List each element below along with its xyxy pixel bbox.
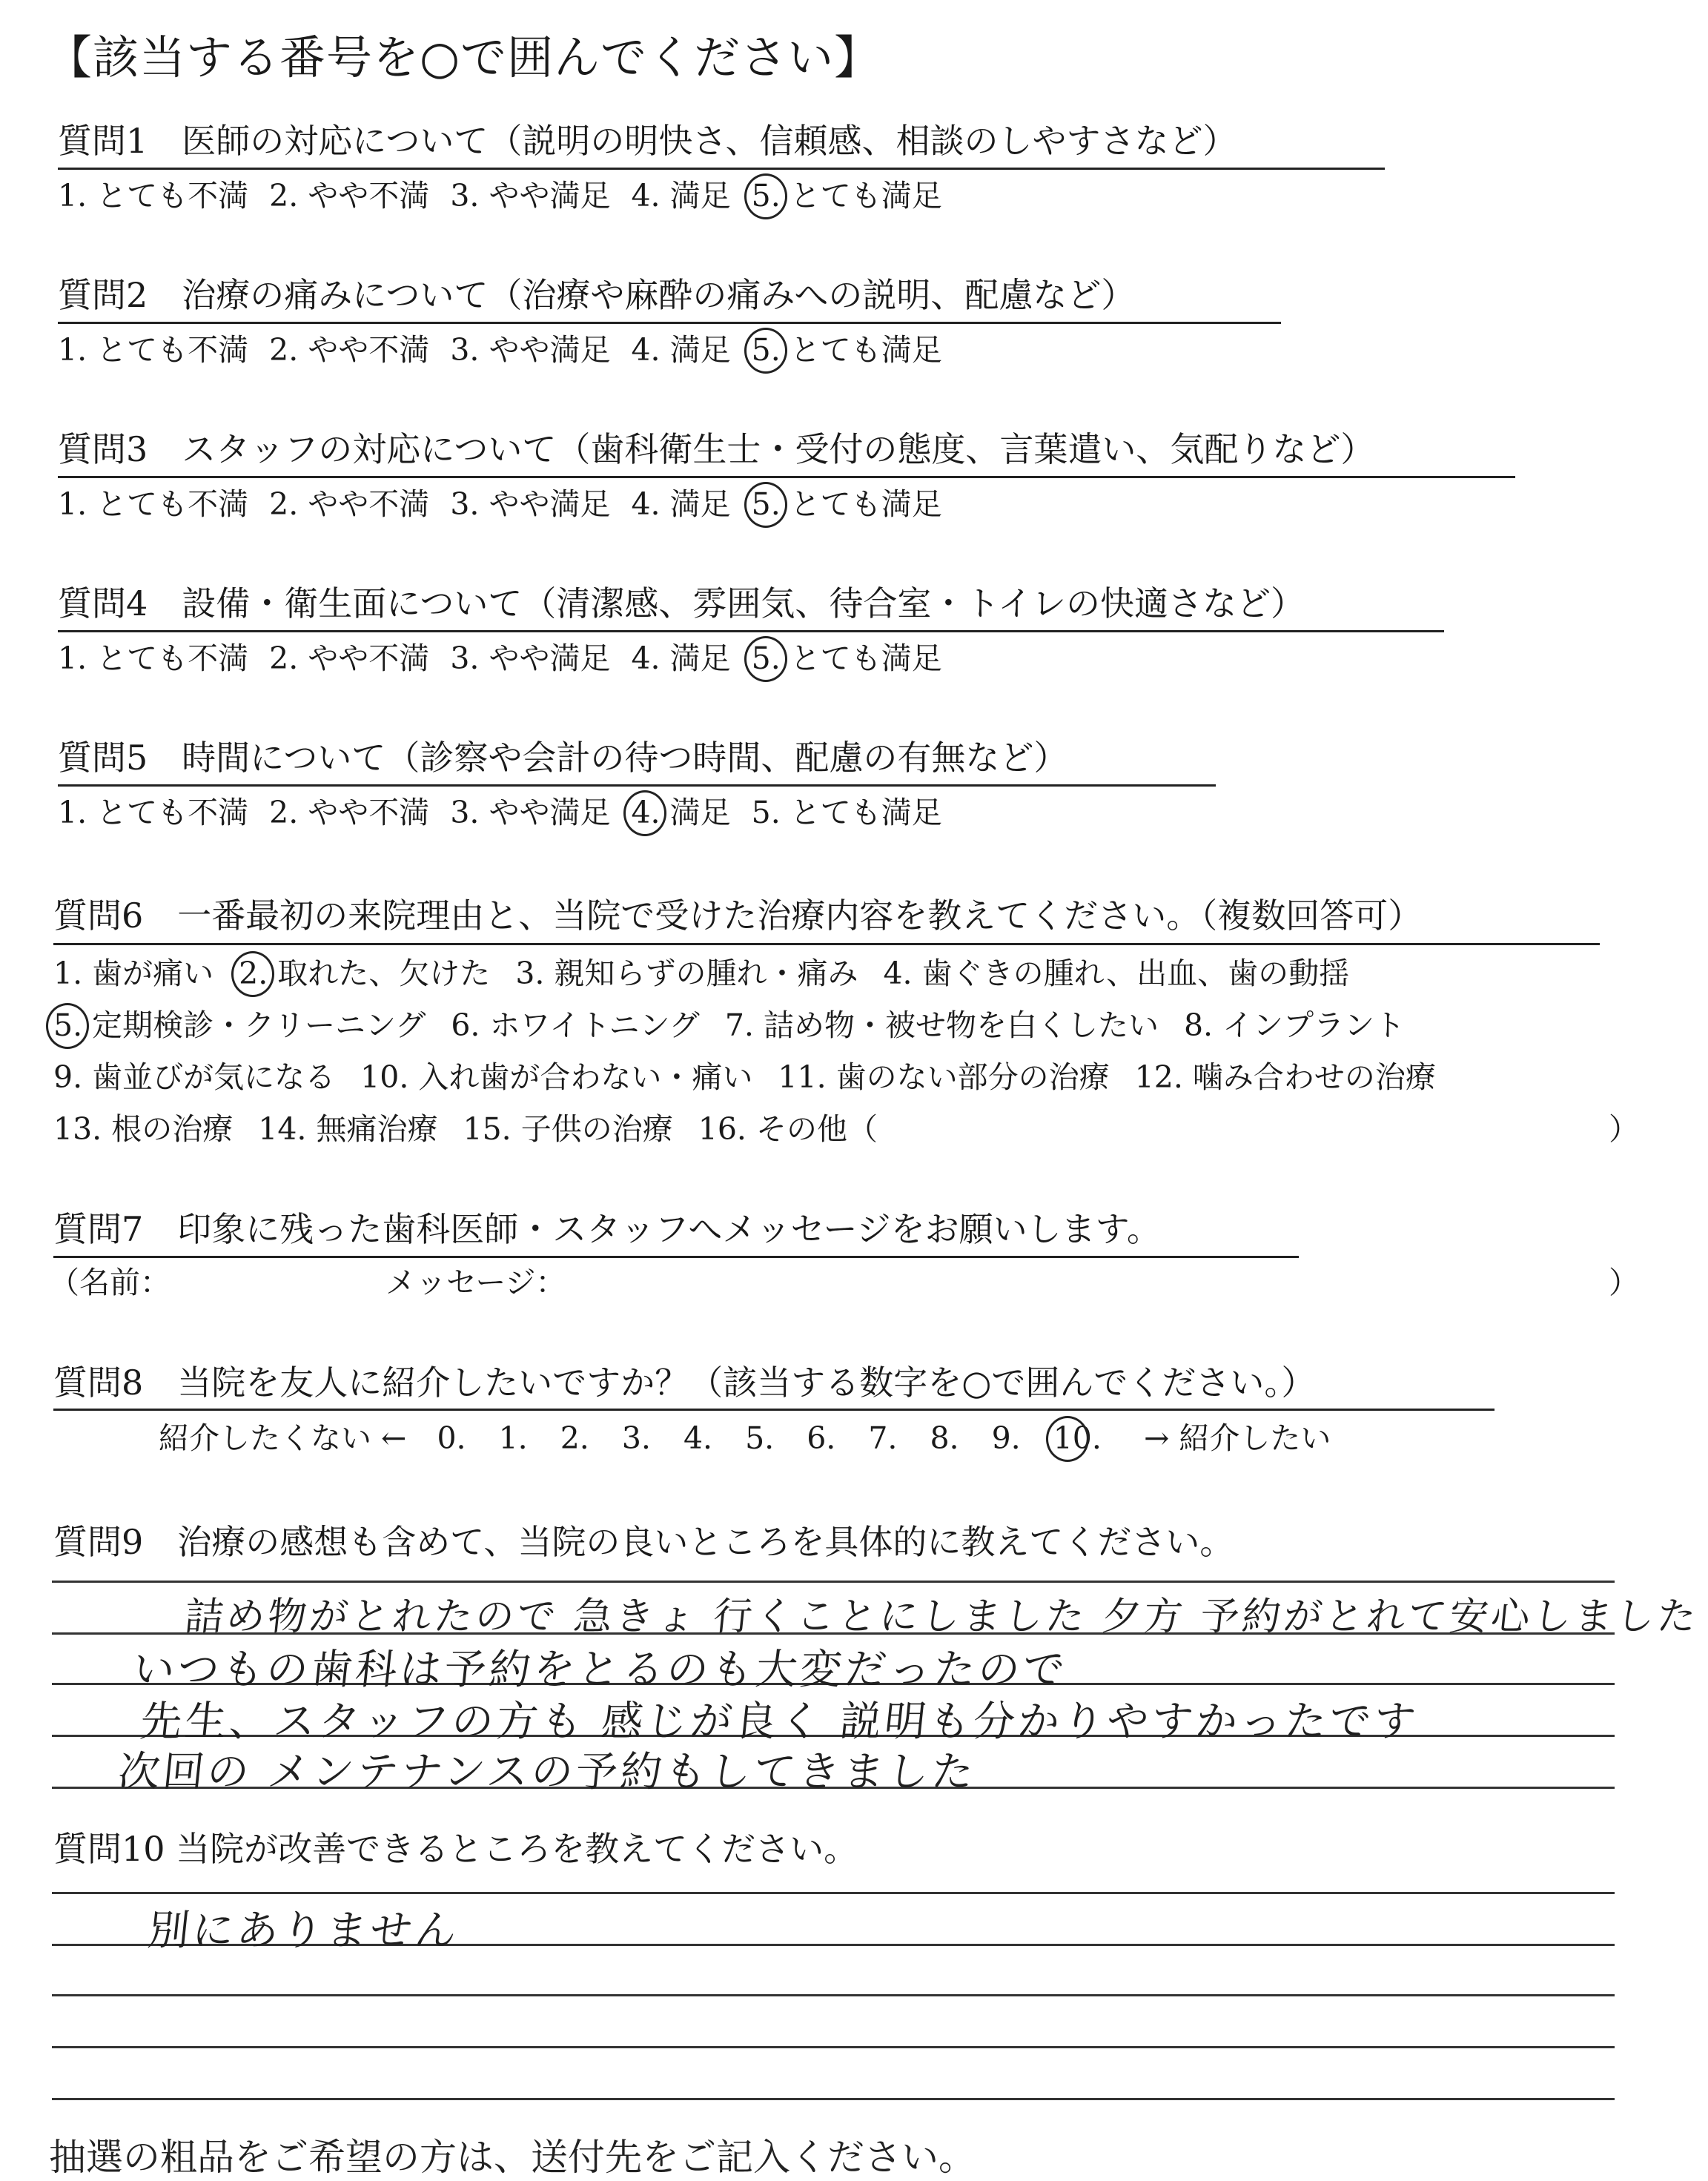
scale-label: 10. <box>1053 1420 1102 1456</box>
option-label: 16. その他（ <box>698 1111 878 1147</box>
q1-option-5[interactable] <box>752 175 942 216</box>
q5-option-1[interactable] <box>58 792 248 833</box>
option-label: 11. 歯のない部分の治療 <box>778 1059 1110 1095</box>
q9-heading: 質問9 治療の感想も含めて、当院の良いところを具体的に教えてください。 <box>53 1522 1234 1562</box>
q4-option-2[interactable] <box>269 638 429 679</box>
scale-label: 2. <box>560 1420 589 1456</box>
q4-option-5[interactable] <box>752 638 942 679</box>
hand-drawn-circle-mark <box>744 482 787 528</box>
q8-scale <box>159 1417 1351 1459</box>
q4-option-4[interactable] <box>631 638 730 679</box>
option-label: 4. 満足 <box>631 178 731 214</box>
option-label: 4. 満足 <box>631 795 731 830</box>
q5-option-5[interactable] <box>752 792 942 833</box>
option-label: 7. 詰め物・被せ物を白くしたい <box>724 1007 1159 1043</box>
option-label: 4. 満足 <box>631 486 731 522</box>
q6-option[interactable] <box>53 1005 426 1046</box>
q3-option-1[interactable] <box>58 483 248 525</box>
hand-drawn-circle-mark <box>744 328 787 374</box>
scale-label: 8. <box>930 1420 959 1456</box>
q6-option-row-1 <box>53 953 1374 994</box>
q5-option-3[interactable] <box>450 792 610 833</box>
q6-close-paren: ） <box>1609 1111 1639 1147</box>
q3-option-4[interactable] <box>631 483 730 525</box>
scale-label: 4. <box>683 1420 713 1456</box>
option-label: 5. とても満足 <box>751 332 942 368</box>
q3-option-3[interactable] <box>450 483 610 525</box>
hand-drawn-circle-mark <box>231 951 274 997</box>
q8-heading: 質問8 当院を友人に紹介したいですか？（該当する数字を○で囲んでください。） <box>53 1363 1316 1403</box>
hand-drawn-circle-mark <box>46 1003 89 1049</box>
q5-options <box>58 792 963 833</box>
scale-label: 3. <box>621 1420 651 1456</box>
q6-option[interactable] <box>1135 1056 1436 1098</box>
q6-option[interactable] <box>53 1108 233 1150</box>
q6-option[interactable] <box>239 953 490 994</box>
q6-option-row-3 <box>53 1056 1461 1098</box>
q8-scale-value[interactable] <box>992 1417 1021 1459</box>
q2-option-4[interactable] <box>631 329 730 371</box>
q6-option[interactable] <box>778 1056 1109 1098</box>
q4-underline <box>58 630 1444 632</box>
option-label: 3. やや満足 <box>450 178 611 214</box>
q3-options <box>58 483 963 525</box>
option-label: 9. 歯並びが気になる <box>53 1059 336 1095</box>
q6-option[interactable] <box>451 1005 699 1046</box>
footer-cut-text: 抽選の粗品をご希望の方は、送付先をご記入ください。 <box>49 2136 976 2179</box>
option-label: 14. 無痛治療 <box>258 1111 438 1147</box>
option-label: 13. 根の治療 <box>53 1111 234 1147</box>
q6-option[interactable] <box>53 953 214 994</box>
q10-line-5 <box>52 2098 1615 2100</box>
option-label: 6. ホワイトニング <box>451 1007 700 1043</box>
q10-line-1 <box>52 1892 1615 1894</box>
scale-label: 6. <box>807 1420 836 1456</box>
q8-scale-value[interactable] <box>499 1417 528 1459</box>
q7-name-label: （名前： <box>49 1265 171 1300</box>
q6-underline <box>53 943 1600 945</box>
scale-label: 1. <box>498 1420 528 1456</box>
option-label: 1. とても不満 <box>58 178 249 214</box>
q2-option-3[interactable] <box>450 329 610 371</box>
q10-answer-line-1: 別にありません <box>145 1907 462 1955</box>
q1-option-2[interactable] <box>269 175 429 216</box>
q10-line-3 <box>52 1994 1615 1996</box>
option-label: 8. インプラント <box>1183 1007 1406 1043</box>
q6-option[interactable] <box>515 953 858 994</box>
hand-drawn-circle-mark <box>1046 1416 1089 1462</box>
q3-option-5[interactable] <box>752 483 942 525</box>
q9-line-1 <box>52 1581 1615 1583</box>
q5-option-2[interactable] <box>269 792 429 833</box>
q6-option[interactable] <box>698 1108 878 1150</box>
q5-heading: 質問5 時間について（診察や会計の待つ時間、配慮の有無など） <box>58 738 1068 778</box>
q7-heading: 質問7 印象に残った歯科医師・スタッフへメッセージをお願いします。 <box>53 1209 1161 1249</box>
q6-option[interactable] <box>463 1108 673 1150</box>
option-label: 5. 定期検診・クリーニング <box>53 1007 426 1043</box>
q6-option-row-2 <box>53 1005 1430 1046</box>
q6-option[interactable] <box>258 1108 437 1150</box>
q10-line-4 <box>52 2046 1615 2048</box>
q3-option-2[interactable] <box>269 483 429 525</box>
q8-scale-value[interactable] <box>745 1417 774 1459</box>
option-label: 1. 歯が痛い <box>53 956 214 991</box>
option-label: 1. とても不満 <box>58 641 249 676</box>
option-label: 3. やや満足 <box>450 641 611 676</box>
q6-option[interactable] <box>725 1005 1159 1046</box>
option-label: 1. とても不満 <box>58 486 249 522</box>
q6-option[interactable] <box>360 1056 752 1098</box>
q4-heading: 質問4 設備・衛生面について（清潔感、雰囲気、待合室・トイレの快適さなど） <box>58 583 1305 623</box>
q10-heading: 質問10 当院が改善できるところを教えてください。 <box>53 1829 858 1869</box>
q4-options <box>58 638 963 679</box>
option-label: 5. とても満足 <box>751 795 942 830</box>
q8-underline <box>53 1409 1494 1411</box>
q6-heading: 質問6 一番最初の来院理由と、当院で受けた治療内容を教えてください。（複数回答可） <box>53 896 1423 936</box>
q8-scale-value[interactable] <box>868 1417 897 1459</box>
option-label: 3. 親知らずの腫れ・痛み <box>515 956 858 991</box>
option-label: 4. 満足 <box>631 332 731 368</box>
hand-drawn-circle-mark <box>744 636 787 682</box>
q2-option-5[interactable] <box>752 329 942 371</box>
option-label: 5. とても満足 <box>751 486 942 522</box>
q6-option[interactable] <box>53 1056 335 1098</box>
q6-option[interactable] <box>883 953 1349 994</box>
q5-option-4[interactable] <box>631 792 730 833</box>
q2-option-1[interactable] <box>58 329 248 371</box>
option-label: 2. やや不満 <box>269 486 430 522</box>
option-label: 4. 満足 <box>631 641 731 676</box>
q1-heading: 質問1 医師の対応について（説明の明快さ、信頼感、相談のしやすさなど） <box>58 121 1237 161</box>
option-label: 3. やや満足 <box>450 795 611 830</box>
q9-answer-line-4: 次回の メンテナンスの予約もしてきました <box>116 1748 979 1796</box>
q7-close-paren: ） <box>1609 1265 1639 1300</box>
option-label: 15. 子供の治療 <box>463 1111 673 1147</box>
q8-scale-value[interactable] <box>560 1417 589 1459</box>
q3-underline <box>58 476 1515 478</box>
option-label: 1. とても不満 <box>58 332 249 368</box>
scale-label: 7. <box>868 1420 898 1456</box>
page-title: 【該当する番号を○で囲んでください】 <box>46 30 881 85</box>
q2-option-2[interactable] <box>269 329 429 371</box>
option-label: 2. やや不満 <box>269 641 430 676</box>
q4-option-3[interactable] <box>450 638 610 679</box>
q8-scale-value[interactable] <box>1053 1417 1102 1459</box>
option-label: 2. やや不満 <box>269 178 430 214</box>
option-label: 3. やや満足 <box>450 332 611 368</box>
q6-option[interactable] <box>1184 1005 1405 1046</box>
q8-left-label: 紹介したくない ← <box>159 1420 407 1456</box>
q7-underline <box>53 1256 1299 1258</box>
q2-heading: 質問2 治療の痛みについて（治療や麻酔の痛みへの説明、配慮など） <box>58 275 1136 315</box>
q1-options <box>58 175 963 216</box>
option-label: 2. やや不満 <box>269 795 430 830</box>
q8-scale-values <box>437 1420 1133 1456</box>
q8-scale-value[interactable] <box>683 1417 712 1459</box>
option-label: 12. 噛み合わせの治療 <box>1134 1059 1436 1095</box>
q1-option-4[interactable] <box>631 175 730 216</box>
option-label: 10. 入れ歯が合わない・痛い <box>360 1059 753 1095</box>
scale-label: 0. <box>437 1420 466 1456</box>
q1-option-1[interactable] <box>58 175 248 216</box>
q1-option-3[interactable] <box>450 175 610 216</box>
q9-answer-line-2: いつもの歯科は予約をとるのも大変だったので <box>130 1646 1070 1694</box>
q8-scale-value[interactable] <box>807 1417 835 1459</box>
q8-scale-value[interactable] <box>622 1417 651 1459</box>
option-label: 4. 歯ぐきの腫れ、出血、歯の動揺 <box>883 956 1350 991</box>
option-label: 2. 取れた、欠けた <box>239 956 491 991</box>
q8-scale-value[interactable] <box>437 1417 466 1459</box>
q1-underline <box>58 168 1385 170</box>
hand-drawn-circle-mark <box>744 173 787 219</box>
option-label: 2. やや不満 <box>269 332 430 368</box>
q8-right-label: → 紹介したい <box>1143 1420 1331 1456</box>
q8-scale-value[interactable] <box>930 1417 959 1459</box>
q4-option-1[interactable] <box>58 638 248 679</box>
q9-answer-line-3: 先生、スタッフの方も 感じが良く 説明も分かりやすかったです <box>138 1698 1421 1746</box>
option-label: 5. とても満足 <box>751 641 942 676</box>
q2-options <box>58 329 963 371</box>
option-label: 5. とても満足 <box>751 178 942 214</box>
q6-option-row-4 <box>53 1108 903 1150</box>
option-label: 3. やや満足 <box>450 486 611 522</box>
q3-heading: 質問3 スタッフの対応について（歯科衛生士・受付の態度、言葉遣い、気配りなど） <box>58 429 1375 469</box>
q7-message-label: メッセージ： <box>385 1265 566 1300</box>
q5-underline <box>58 784 1216 787</box>
scale-label: 5. <box>745 1420 775 1456</box>
option-label: 1. とても不満 <box>58 795 249 830</box>
q9-answer-line-1: 詰め物がとれたので 急きょ 行くことにしました 夕方 予約がとれて安心しました <box>182 1595 1701 1639</box>
q2-underline <box>58 322 1281 324</box>
scale-label: 9. <box>991 1420 1021 1456</box>
